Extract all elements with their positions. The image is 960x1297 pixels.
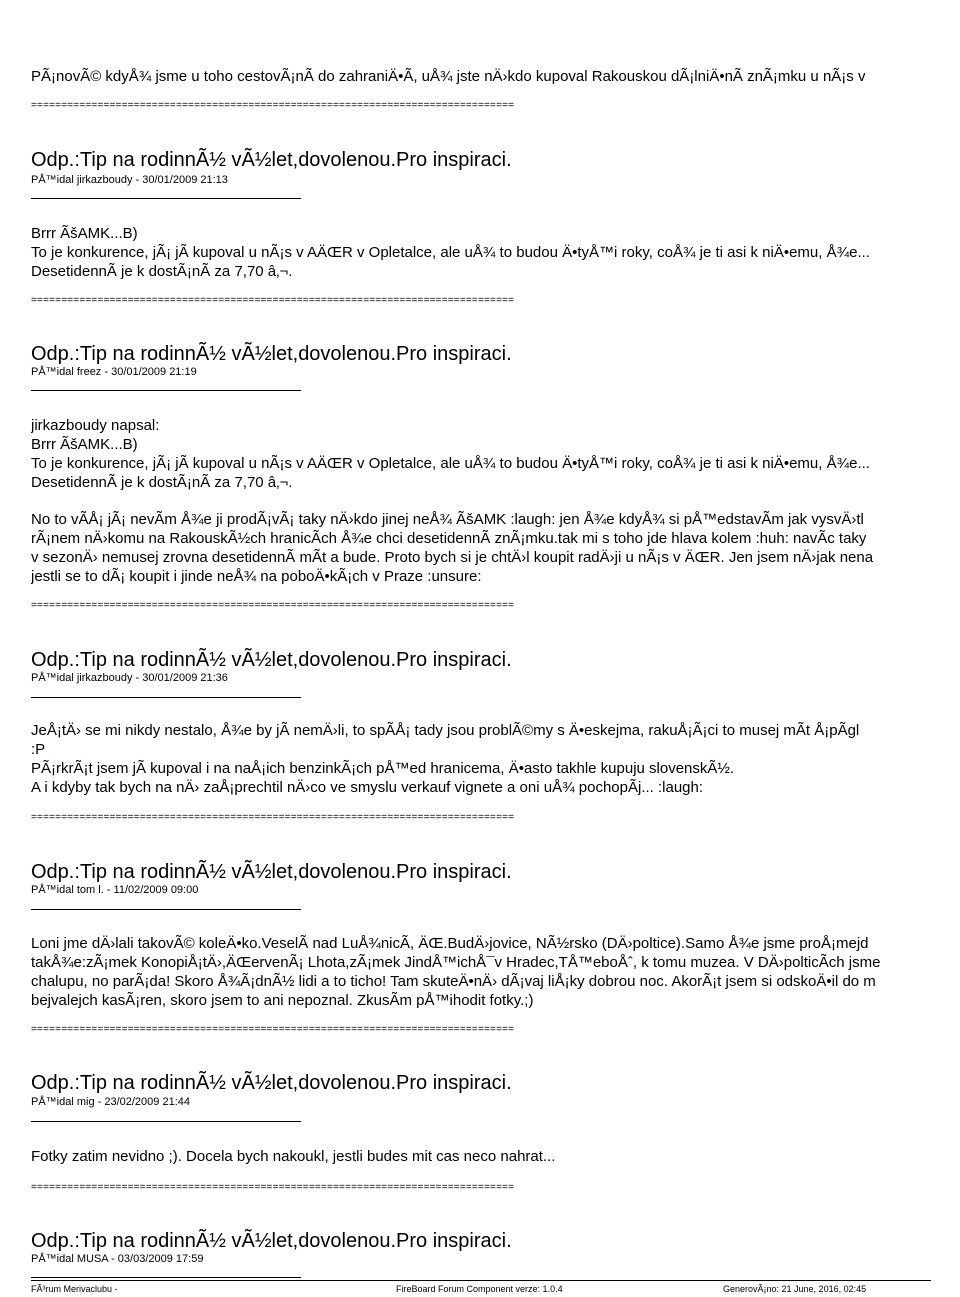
post-line: Brrr ÃšAMK...B) (31, 436, 138, 453)
footer-right: GenerovÃ¡no: 21 June, 2016, 02:45 (723, 1284, 867, 1294)
post-line: bejvalejch kasÃ¡ren, skoro jsem to ani nepoznal. ZkusÃm pÅ™ihodit fotky.;) (31, 992, 534, 1009)
post-line: chalupu, no parÃ¡da! Skoro Å¾Ã¡dnÃ½ lidi a to ticho! Tam skuteÄ•nÄ› dÃ¡vaj liÅ¡ky dobrou noc. AkorÃ¡t jsem si odskoÄ•il do m (31, 973, 876, 990)
reply-title: Odp.:Tip na rodinnÃ½ vÃ½let,dovolenou.Pro inspiraci. (31, 649, 512, 671)
post-line: No to vÃÅ¡ jÃ¡ nevÃm Å¾e ji prodÃ¡vÃ¡ taky nÄ›kdo jinej neÅ¾ ÃšAMK :laugh: jen Å¾e kdyÅ¾ si pÅ™edstavÃm jak vysvÄ›tl (31, 511, 864, 528)
post-line: Fotky zatim nevidno ;). Docela bych nakoukl, jestli budes mit cas neco nahrat... (31, 1148, 556, 1165)
post-meta: PÅ™idal jirkazboudy - 30/01/2009 21:13 (31, 174, 228, 186)
post-meta: PÅ™idal freez - 30/01/2009 21:19 (31, 366, 197, 378)
post-line: jirkazboudy napsal: (31, 417, 160, 434)
divider (31, 1277, 301, 1278)
post-line: :P (31, 741, 46, 758)
divider (31, 697, 301, 698)
reply-title: Odp.:Tip na rodinnÃ½ vÃ½let,dovolenou.Pro inspiraci. (31, 343, 512, 365)
divider (31, 198, 301, 199)
post-line: To je konkurence, jÃ¡ jÃ kupoval u nÃ¡s v AÄŒR v Opletalce, ale uÅ¾ to budou Ä•tyÅ™i roky, coÅ¾ je ti asi k niÄ•emu, Å¾e... (31, 455, 870, 472)
divider (31, 1121, 301, 1122)
post-line: DesetidennÃ je k dostÃ¡nÃ za 7,70 â‚¬. (31, 263, 293, 280)
post-line: takÅ¾e:zÃ¡mek KonopiÅ¡tÄ›,ÄŒervenÃ¡ Lhota,zÃ¡mek JindÅ™ichÅ¯v Hradec,TÅ™eboÅˆ, k tomu muzea. V DÄ›polticÃch jsme (31, 954, 881, 971)
footer-left: FÃ³rum Merivaclubu - (31, 1284, 118, 1294)
post-line: jestli se to dÃ¡ koupit i jinde neÅ¾ na poboÄ•kÃ¡ch v Praze :unsure: (31, 568, 482, 585)
post-line: PÃ¡rkrÃ¡t jsem jÃ kupoval i na naÅ¡ich benzinkÃ¡ch pÅ™ed hranicema, Ä•asto takhle kupuju slovenskÃ½. (31, 760, 735, 777)
intro-line: PÃ¡novÃ© kdyÅ¾ jsme u toho cestovÃ¡nÃ do zahraniÄ•Ã, uÅ¾ jste nÄ›kdo kupoval Rakouskou dÃ¡lniÄ•nÃ znÃ¡mku u nÃ¡s v (31, 68, 866, 85)
reply-title: Odp.:Tip na rodinnÃ½ vÃ½let,dovolenou.Pro inspiraci. (31, 149, 512, 171)
separator: ================================================================================ (31, 812, 515, 823)
reply-title: Odp.:Tip na rodinnÃ½ vÃ½let,dovolenou.Pro inspiraci. (31, 861, 512, 883)
post-line: Loni jme dÄ›lali takovÃ© koleÄ•ko.VeselÃ nad LuÅ¾nicÃ, ÄŒ.BudÄ›jovice, NÃ½rsko (DÄ›poltice).Samo Å¾e jsme proÅ¡mejd (31, 935, 869, 952)
post-line: A i kdyby tak bych na nÄ› zaÅ¡prechtil nÄ›co ve smyslu verkauf vignete a oni uÅ¾ pochopÃj... :laugh: (31, 779, 704, 796)
post-line: rÃ¡nem nÄ›komu na RakouskÃ½ch hranicÃch Å¾e chci desetidennÃ znÃ¡mku.tak mi s toho jde hlava kolem :huh: navÃc taky (31, 530, 867, 547)
post-line: Brrr ÃšAMK...B) (31, 225, 138, 242)
post-line: v sezonÄ› nemusej zrovna desetidennÃ mÃt a bude. Proto bych si je chtÄ›l koupit radÄ›ji u nÃ¡s v ÄŒR. Jen jsem nÄ›jak nena (31, 549, 874, 566)
separator: ================================================================================ (31, 1024, 515, 1035)
post-line: JeÅ¡tÄ› se mi nikdy nestalo, Å¾e by jÃ nemÄ›li, to spÃÅ¡ tady jsou problÃ©my s Ä•eskejma, rakuÅ¡Ã¡ci to musej mÃt Å¡pÃgl (31, 722, 860, 739)
post-meta: PÅ™idal mig - 23/02/2009 21:44 (31, 1096, 190, 1108)
post-line: To je konkurence, jÃ¡ jÃ kupoval u nÃ¡s v AÄŒR v Opletalce, ale uÅ¾ to budou Ä•tyÅ™i roky, coÅ¾ je ti asi k niÄ•emu, Å¾e... (31, 244, 870, 261)
separator: ================================================================================ (31, 600, 515, 611)
separator: ================================================================================ (31, 100, 515, 111)
post-line: DesetidennÃ je k dostÃ¡nÃ za 7,70 â‚¬. (31, 474, 293, 491)
post-meta: PÅ™idal jirkazboudy - 30/01/2009 21:36 (31, 672, 228, 684)
divider (31, 909, 301, 910)
divider (31, 390, 301, 391)
footer-center: FireBoard Forum Component verze: 1.0.4 (396, 1284, 563, 1294)
post-meta: PÅ™idal MUSA - 03/03/2009 17:59 (31, 1253, 204, 1265)
separator: ================================================================================ (31, 1182, 515, 1193)
reply-title: Odp.:Tip na rodinnÃ½ vÃ½let,dovolenou.Pro inspiraci. (31, 1072, 512, 1094)
page-footer (31, 1280, 931, 1295)
separator: ================================================================================ (31, 295, 515, 306)
post-meta: PÅ™idal tom l. - 11/02/2009 09:00 (31, 884, 199, 896)
reply-title: Odp.:Tip na rodinnÃ½ vÃ½let,dovolenou.Pro inspiraci. (31, 1230, 512, 1252)
